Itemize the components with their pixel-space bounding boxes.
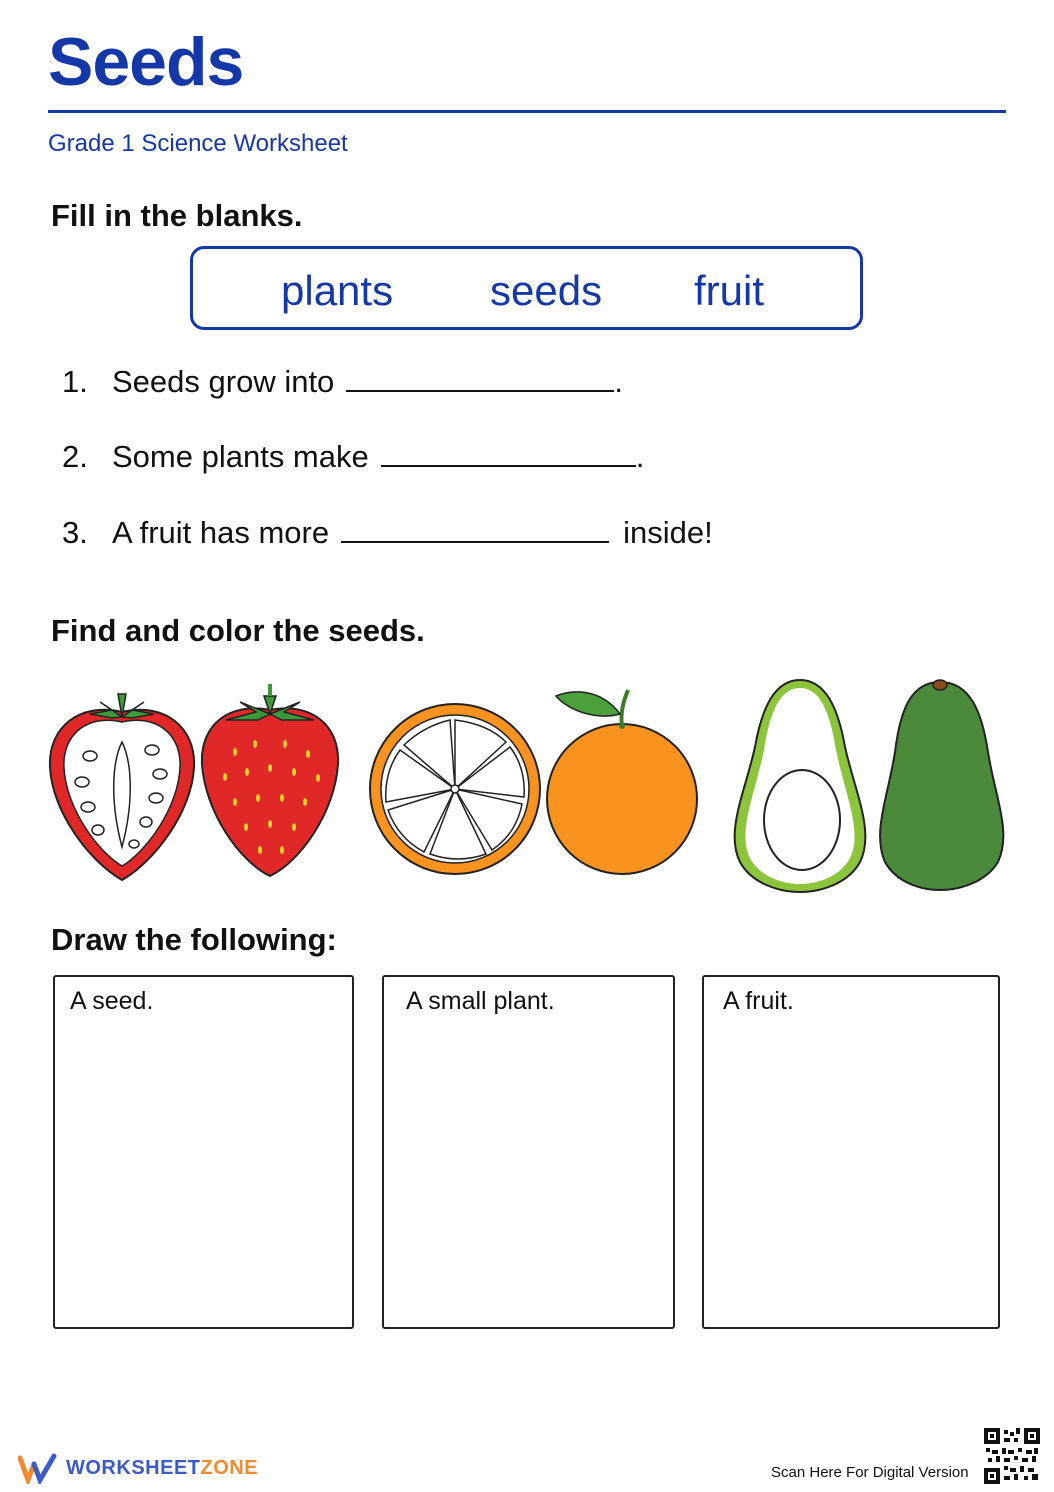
question-number: 2. xyxy=(62,439,88,474)
draw-box-label: A fruit. xyxy=(723,987,794,1015)
title-divider xyxy=(48,110,1006,113)
brand-part-2: ZONE xyxy=(200,1456,259,1479)
draw-box-fruit[interactable] xyxy=(702,975,1000,1329)
question-end: . xyxy=(614,364,623,399)
worksheetzone-logo[interactable] xyxy=(18,1452,258,1484)
question-text: Some plants make xyxy=(112,439,369,474)
question-end: inside! xyxy=(623,515,713,550)
orange-illustration[interactable] xyxy=(547,690,697,874)
avocado-illustration[interactable] xyxy=(880,680,1003,890)
brand-name xyxy=(66,1457,258,1480)
strawberry-illustration[interactable] xyxy=(202,684,338,876)
question-number: 1. xyxy=(62,364,88,399)
question-3 xyxy=(62,513,713,551)
answer-blank[interactable] xyxy=(341,513,609,543)
draw-box-label: A seed. xyxy=(70,987,154,1015)
qr-code-icon[interactable] xyxy=(984,1428,1040,1484)
page-title: Seeds xyxy=(48,24,244,100)
draw-box-seed[interactable] xyxy=(53,975,354,1329)
fruit-illustrations xyxy=(40,672,1020,902)
avocado-half-illustration[interactable] xyxy=(735,680,866,892)
page-subtitle: Grade 1 Science Worksheet xyxy=(48,130,348,157)
answer-blank[interactable] xyxy=(381,437,636,467)
question-2 xyxy=(62,437,644,475)
strawberry-half-illustration[interactable] xyxy=(50,694,194,880)
question-number: 3. xyxy=(62,515,88,550)
brand-part-1: WORKSHEET xyxy=(66,1456,201,1479)
word-bank-item: plants xyxy=(281,267,394,314)
draw-box-label: A small plant. xyxy=(406,987,555,1015)
fill-blanks-heading: Fill in the blanks. xyxy=(51,198,303,233)
word-bank-item: fruit xyxy=(694,267,765,314)
scan-instruction: Scan Here For Digital Version xyxy=(771,1464,969,1481)
question-1 xyxy=(62,362,623,400)
answer-blank[interactable] xyxy=(346,362,614,392)
question-text: Seeds grow into xyxy=(112,364,335,399)
draw-heading: Draw the following: xyxy=(51,922,337,957)
question-end: . xyxy=(635,439,645,474)
orange-slice-illustration[interactable] xyxy=(370,704,540,874)
word-bank-item: seeds xyxy=(490,267,603,314)
color-seeds-heading: Find and color the seeds. xyxy=(51,613,425,648)
draw-box-small-plant[interactable] xyxy=(382,975,675,1329)
worksheetzone-logo-icon xyxy=(18,1452,58,1484)
word-bank xyxy=(190,246,863,330)
question-text: A fruit has more xyxy=(112,515,330,550)
